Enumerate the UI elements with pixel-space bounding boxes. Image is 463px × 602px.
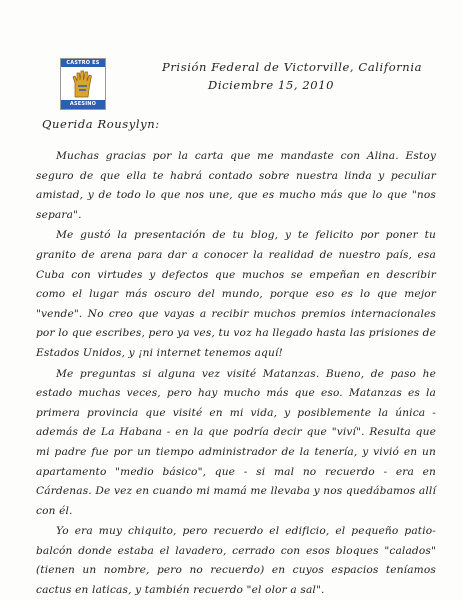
date-line: Diciembre 15, 2010 [208,78,335,92]
place-line: Prisión Federal de Victorville, California [162,60,423,74]
paragraph: Me preguntas si alguna vez visité Matanzas. Bueno, de paso he estado muchas veces, pero hay mucho más que eso. Matanzas es la primera provincia que visité en mi vida, y posiblemente la única - además de La Habana - en la que podría decir que "viví". Resulta que mi padre fue por un tiempo administrador de la tenería, y vivió en un apartamento "medio básico", que - si mal no recuerdo - era en Cárdenas. De vez en cuando mi mamá me llevaba y nos quedábamos allí con él. [36,367,436,517]
logo-bottom-text: ASESINO [69,101,97,107]
logo-badge [60,58,106,110]
letter-body [36,147,436,602]
letter-heading [150,58,440,94]
logo-top-text: CASTRO ES [66,60,100,66]
paragraph: Yo era muy chiquito, pero recuerdo el edificio, el pequeño patio-balcón donde estaba el lavadero, cerrado con esos bloques "calados" (tienen un nombre, pero no recuerdo) en cuyos espacios teníamos cactus en laticas, y también recuerdo "el olor a sal". [36,525,436,597]
paragraph: Muchas gracias por la carta que me mandaste con Alina. Estoy seguro de que ella te habrá contado sobre nuestra linda y peculiar amistad, y de todo lo que nos une, que es mucho más que lo que "nos separa". [36,150,436,221]
raised-hand-icon [69,69,97,99]
paragraph: Me gustó la presentación de tu blog, y te felicito por poner tu granito de arena para dar a conocer la realidad de nuestro país, esa Cuba con virtudes y defectos que muchos se empeñan en describir como el lugar más oscuro del mundo, porque eso es lo que mejor "vende". No creo que vayas a recibir muchos premios internacionales por lo que escribes, pero ya ves, tu voz ha llegado hasta las prisiones de Estados Unidos, y ¡ni internet tenemos aquí! [36,229,436,359]
greeting: Querida Rousylyn: [42,117,160,131]
